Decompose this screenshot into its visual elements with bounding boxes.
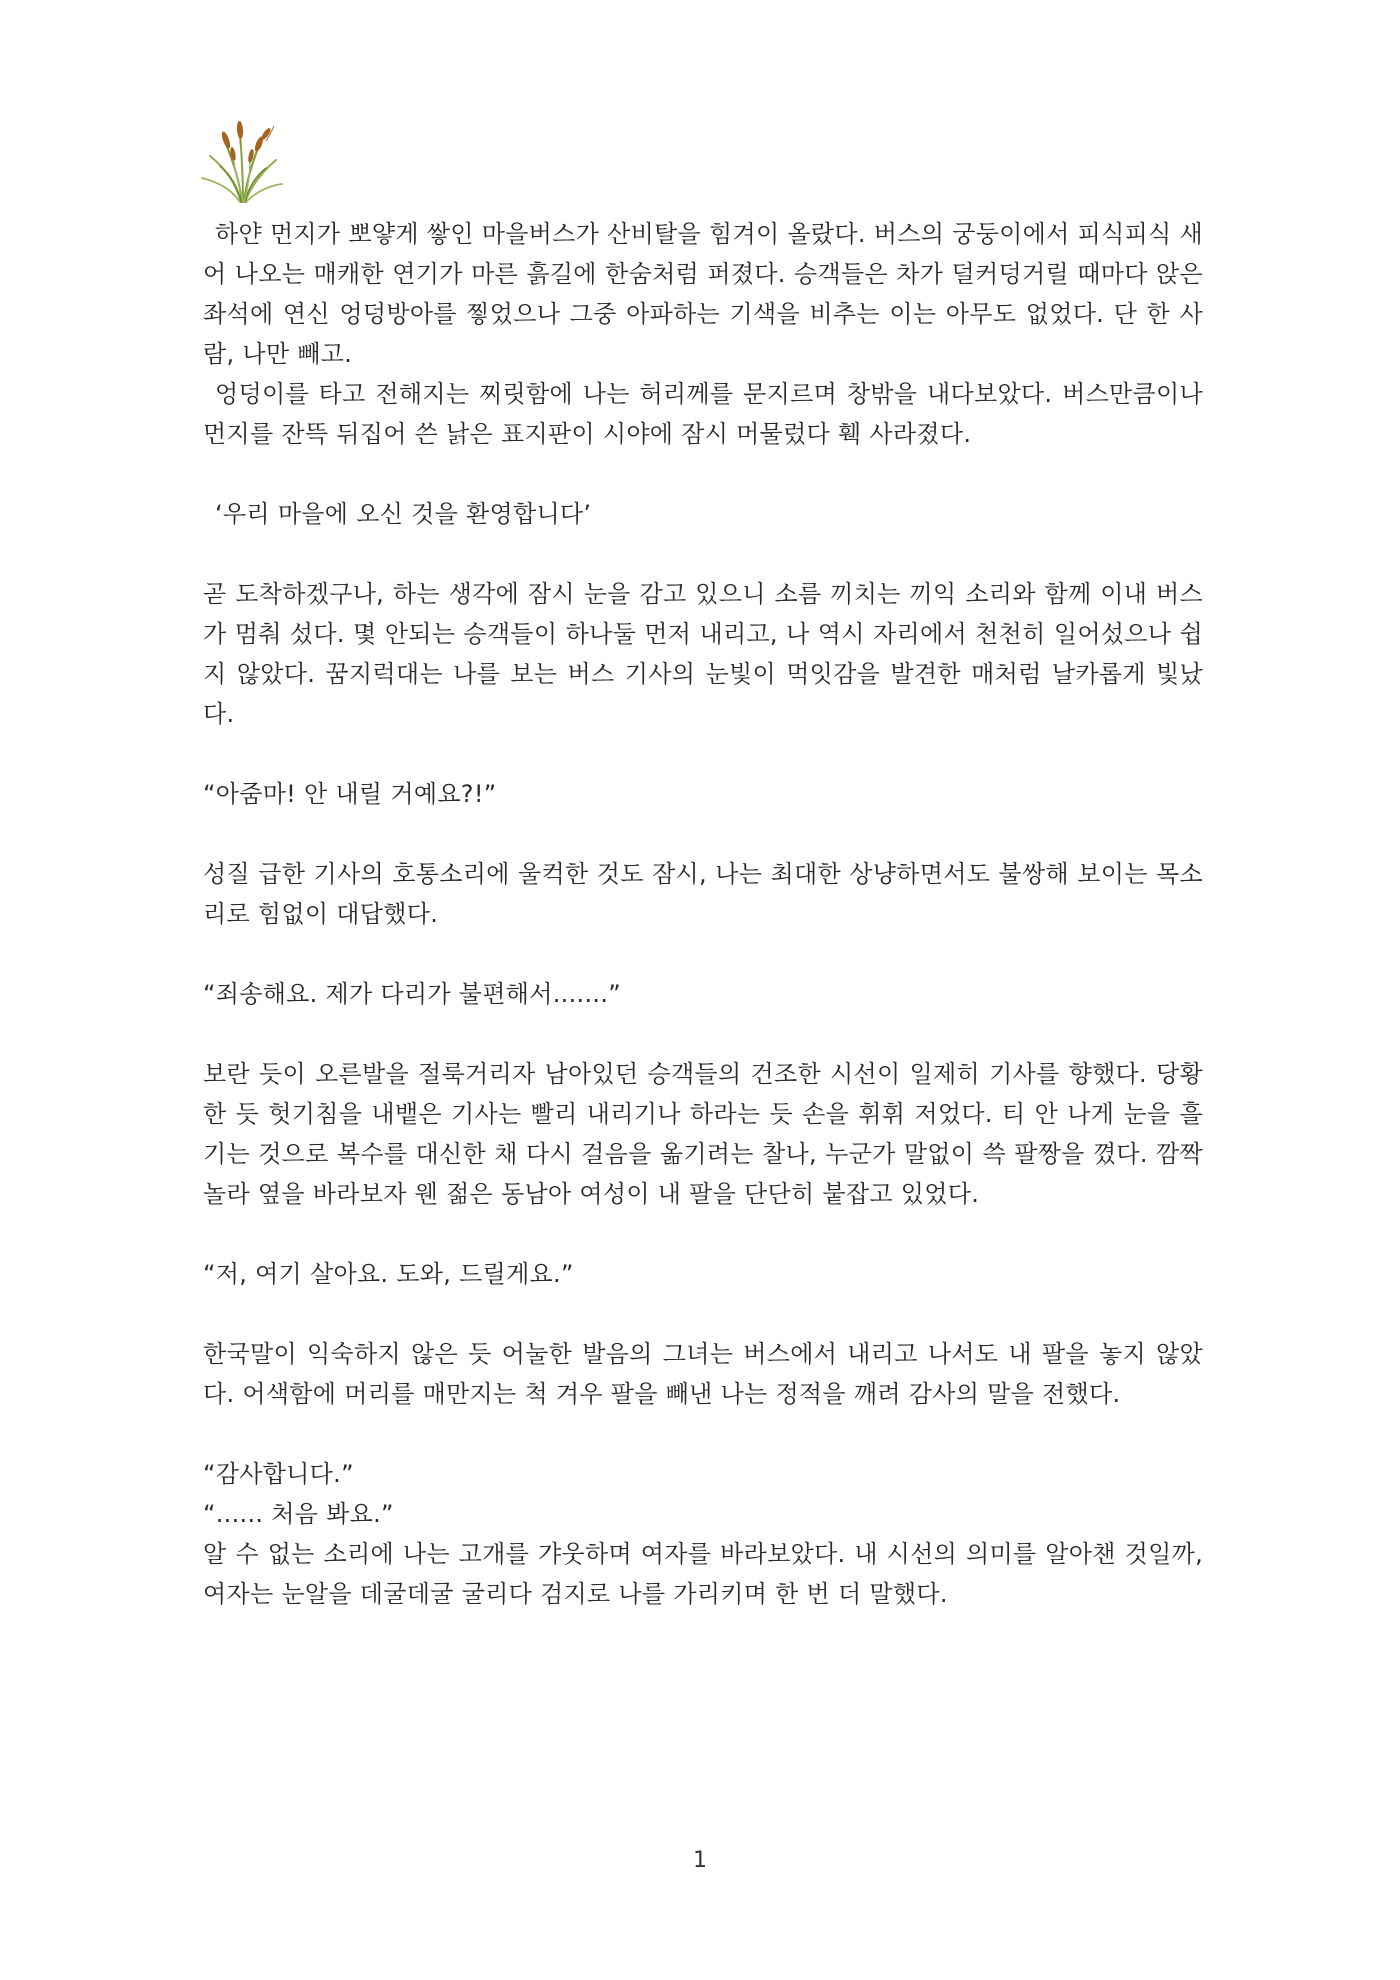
paragraph-spacer: [203, 1014, 1203, 1054]
paragraph: “아줌마! 안 내릴 거예요?!”: [203, 780, 497, 808]
paragraph: 보란 듯이 오른발을 절룩거리자 남아있던 승객들의 건조한 시선이 일제히 기사를 향했다. 당황한 듯 헛기침을 내뱉은 기사는 빨리 내리기나 하라는 듯 손을 휘휘 저었다. 티 안 나게 눈을 흘기는 것으로 복수를 대신한 채 다시 걸음을 옮기려는 찰나, 누군가 말없이 쓱 팔짱을 꼈다. 깜짝 놀라 옆을 바라보자 웬 젊은 동남아 여성이 내 팔을 단단히 붙잡고 있었다.: [203, 1060, 1203, 1208]
paragraph: 성질 급한 기사의 호통소리에 울컥한 것도 잠시, 나는 최대한 상냥하면서도 불쌍해 보이는 목소리로 힘없이 대답했다.: [203, 860, 1203, 928]
paragraph-spacer: [203, 734, 1203, 774]
paragraph: 하얀 먼지가 뽀얗게 쌓인 마을버스가 산비탈을 힘겨이 올랐다. 버스의 궁둥이에서 피식피식 새어 나오는 매캐한 연기가 마른 흙길에 한숨처럼 퍼졌다. 승객들은 차가 덜커덩거릴 때마다 앉은 좌석에 연신 엉덩방아를 찧었으나 그중 아파하는 기색을 비추는 이는 아무도 없었다. 단 한 사람, 나만 빼고.: [203, 220, 1203, 368]
paragraph-spacer: [203, 1414, 1203, 1454]
paragraph: 한국말이 익숙하지 않은 듯 어눌한 발음의 그녀는 버스에서 내리고 나서도 내 팔을 놓지 않았다. 어색함에 머리를 매만지는 척 겨우 팔을 빼낸 나는 정적을 깨려 감사의 말을 전했다.: [203, 1340, 1203, 1408]
paragraph: “감사합니다.”: [203, 1460, 354, 1488]
paragraph: ‘우리 마을에 오신 것을 환영합니다’: [215, 500, 592, 528]
page-number: 1: [693, 1848, 707, 1873]
paragraph: “...... 처음 봐요.”: [203, 1500, 394, 1528]
story-text: [203, 214, 1203, 1614]
paragraph: 알 수 없는 소리에 나는 고개를 갸웃하며 여자를 바라보았다. 내 시선의 의미를 알아챈 것일까, 여자는 눈알을 데굴데굴 굴리다 검지로 나를 가리키며 한 번 더 말했다.: [203, 1540, 1203, 1608]
paragraph: “저, 여기 살아요. 도와, 드릴게요.”: [203, 1260, 574, 1288]
paragraph: “죄송해요. 제가 다리가 불편해서.......”: [203, 980, 621, 1008]
paragraph-spacer: [203, 934, 1203, 974]
reed-grass-icon: [196, 114, 286, 206]
paragraph-spacer: [203, 1294, 1203, 1334]
paragraph-spacer: [203, 454, 1203, 494]
paragraph-spacer: [203, 534, 1203, 574]
paragraph-spacer: [203, 814, 1203, 854]
paragraph: 곧 도착하겠구나, 하는 생각에 잠시 눈을 감고 있으니 소름 끼치는 끼익 소리와 함께 이내 버스가 멈춰 섰다. 몇 안되는 승객들이 하나둘 먼저 내리고, 나 역시 자리에서 천천히 일어섰으나 쉽지 않았다. 꿈지럭대는 나를 보는 버스 기사의 눈빛이 먹잇감을 발견한 매처럼 날카롭게 빛났다.: [203, 580, 1203, 728]
paragraph-spacer: [203, 1214, 1203, 1254]
paragraph: 엉덩이를 타고 전해지는 찌릿함에 나는 허리께를 문지르며 창밖을 내다보았다. 버스만큼이나 먼지를 잔뜩 뒤집어 쓴 낡은 표지판이 시야에 잠시 머물렀다 훽 사라졌다.: [203, 380, 1203, 448]
